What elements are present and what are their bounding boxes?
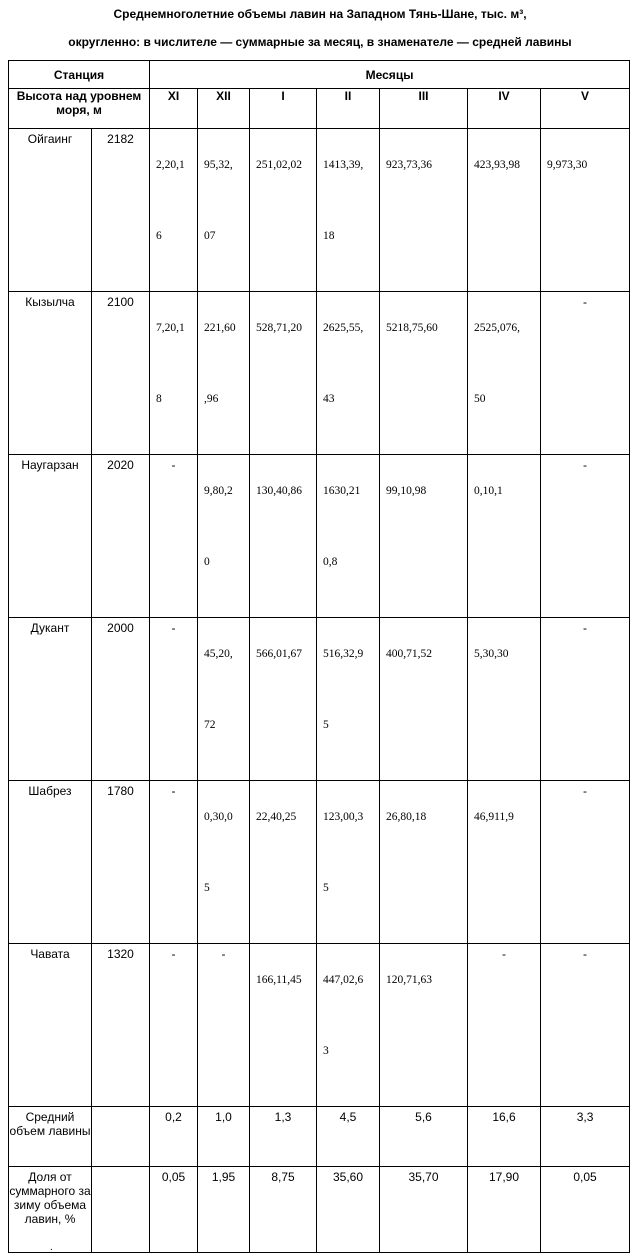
denominator-value: 3 (323, 1045, 329, 1057)
volume-cell (468, 455, 541, 618)
volume-cell (380, 292, 468, 455)
numerator-value: 95,32, (204, 159, 233, 171)
average-volume-row-value: 1,0 (198, 1107, 250, 1167)
average-volume-row-value: 16,6 (468, 1107, 541, 1167)
numerator-value: 566,01,67 (256, 648, 303, 660)
table-row (9, 618, 630, 781)
denominator-value: 0 (204, 556, 210, 568)
numerator-value: 120,71,63 (386, 974, 433, 986)
denominator-value: 18 (323, 230, 335, 242)
denominator-value: 07 (204, 230, 216, 242)
share-row-value: 1,95 (198, 1167, 250, 1253)
volume-cell (317, 618, 380, 781)
volume-cell (198, 292, 250, 455)
denominator-value: 43 (323, 393, 335, 405)
volume-cell (317, 944, 380, 1107)
numerator-value: 7,20,1 (156, 322, 185, 334)
numerator-value: 423,93,98 (474, 159, 521, 171)
table-title-line-1: Среднемноголетние объемы лавин на Западном Тянь-Шане, тыс. м³, (113, 7, 527, 21)
share-row-value: 17,90 (468, 1167, 541, 1253)
numerator-value: 9,973,30 (547, 159, 588, 171)
volume-cell (250, 618, 317, 781)
volume-cell (380, 618, 468, 781)
month-header: II (317, 89, 380, 129)
average-volume-row-value: 0,2 (150, 1107, 198, 1167)
table-row (9, 292, 630, 455)
share-row-value: 0,05 (541, 1167, 630, 1253)
denominator-value: 5 (204, 882, 210, 894)
volume-cell (250, 292, 317, 455)
altitude-header: Высота над уровнем моря, м (9, 89, 150, 129)
numerator-value: 0,10,1 (474, 485, 503, 497)
volume-cell (317, 129, 380, 292)
volume-cell (380, 455, 468, 618)
numerator-value: 447,02,6 (323, 974, 364, 986)
share-row-value: 35,70 (380, 1167, 468, 1253)
month-header: XII (198, 89, 250, 129)
station-name: Наугарзан (9, 455, 92, 618)
numerator-value: 123,00,3 (323, 811, 364, 823)
table-row (9, 781, 630, 944)
station-altitude: 1780 (92, 781, 150, 944)
month-header: V (541, 89, 630, 129)
average-volume-row-value: 4,5 (317, 1107, 380, 1167)
numerator-value: 9,80,2 (204, 485, 233, 497)
numerator-value: 99,10,98 (386, 485, 427, 497)
denominator-value: 72 (204, 719, 216, 731)
numerator-value: 5,30,30 (474, 648, 509, 660)
volume-cell (541, 129, 630, 292)
share-row-value: 35,60 (317, 1167, 380, 1253)
station-altitude: 1320 (92, 944, 150, 1107)
numerator-value: 22,40,25 (256, 811, 297, 823)
avalanche-volume-table (8, 60, 630, 1253)
average-volume-row-value: 5,6 (380, 1107, 468, 1167)
numerator-value: 1413,39, (323, 159, 364, 171)
average-volume-row-value: 3,3 (541, 1107, 630, 1167)
average-volume-row-value: 1,3 (250, 1107, 317, 1167)
volume-cell (468, 129, 541, 292)
volume-cell (198, 455, 250, 618)
station-header: Станция (9, 61, 150, 89)
average-volume-row (9, 1107, 630, 1167)
volume-cell (468, 781, 541, 944)
numerator-value: 1630,21 (323, 485, 361, 497)
volume-cell: - (541, 618, 630, 781)
share-row (9, 1167, 630, 1253)
numerator-value: 2525,076, (474, 322, 521, 334)
share-row-label: Доля от суммарного за зиму объема лавин, % (9, 1167, 92, 1253)
volume-cell (380, 129, 468, 292)
station-name: Кызылча (9, 292, 92, 455)
empty-cell (92, 1167, 150, 1253)
station-altitude: 2100 (92, 292, 150, 455)
volume-cell: - (541, 455, 630, 618)
numerator-value: 400,71,52 (386, 648, 433, 660)
numerator-value: 5218,75,60 (386, 322, 438, 334)
denominator-value: 50 (474, 393, 486, 405)
month-header: I (250, 89, 317, 129)
denominator-value: ,96 (204, 393, 219, 405)
table-row (9, 455, 630, 618)
station-name: Чавата (9, 944, 92, 1107)
table-row (9, 944, 630, 1107)
volume-cell: - (150, 781, 198, 944)
denominator-value: 8 (156, 393, 162, 405)
station-name: Ойгаинг (9, 129, 92, 292)
volume-cell (198, 781, 250, 944)
table-row (9, 129, 630, 292)
empty-cell (92, 1107, 150, 1167)
volume-cell: - (541, 292, 630, 455)
station-altitude: 2000 (92, 618, 150, 781)
month-header: III (380, 89, 468, 129)
volume-cell: - (468, 944, 541, 1107)
volume-cell (380, 944, 468, 1107)
volume-cell (468, 618, 541, 781)
numerator-value: 251,02,02 (256, 159, 303, 171)
volume-cell: - (150, 618, 198, 781)
station-altitude: 2182 (92, 129, 150, 292)
month-header: XI (150, 89, 198, 129)
average-volume-row-label: Средний объем лавины (9, 1107, 92, 1167)
volume-cell: - (198, 944, 250, 1107)
station-name: Шабрез (9, 781, 92, 944)
numerator-value: 516,32,9 (323, 648, 364, 660)
volume-cell: - (541, 944, 630, 1107)
numerator-value: 0,30,0 (204, 811, 233, 823)
numerator-value: 26,80,18 (386, 811, 427, 823)
volume-cell (468, 292, 541, 455)
volume-cell (198, 618, 250, 781)
volume-cell: - (150, 944, 198, 1107)
volume-cell (250, 781, 317, 944)
months-header: Месяцы (150, 61, 630, 89)
numerator-value: 130,40,86 (256, 485, 303, 497)
denominator-value: 5 (323, 719, 329, 731)
volume-cell (198, 129, 250, 292)
month-header: IV (468, 89, 541, 129)
volume-cell (250, 129, 317, 292)
numerator-value: 923,73,36 (386, 159, 433, 171)
volume-cell (150, 292, 198, 455)
numerator-value: 2625,55, (323, 322, 364, 334)
numerator-value: 166,11,45 (256, 974, 302, 986)
volume-cell (250, 944, 317, 1107)
denominator-value: 6 (156, 230, 162, 242)
volume-cell (150, 129, 198, 292)
numerator-value: 45,20, (204, 648, 233, 660)
table-title-line-2: округленно: в числителе — суммарные за месяц, в знаменателе — средней лавины (68, 35, 572, 49)
footer-text: . (50, 1242, 53, 1253)
share-row-value: 0,05 (150, 1167, 198, 1253)
volume-cell (380, 781, 468, 944)
numerator-value: 46,911,9 (474, 811, 514, 823)
volume-cell (317, 455, 380, 618)
numerator-value: 2,20,1 (156, 159, 185, 171)
volume-cell (250, 455, 317, 618)
share-row-value: 8,75 (250, 1167, 317, 1253)
denominator-value: 0,8 (323, 556, 338, 568)
volume-cell (317, 292, 380, 455)
numerator-value: 528,71,20 (256, 322, 303, 334)
station-altitude: 2020 (92, 455, 150, 618)
volume-cell: - (150, 455, 198, 618)
denominator-value: 5 (323, 882, 329, 894)
numerator-value: 221,60 (204, 322, 236, 334)
volume-cell: - (541, 781, 630, 944)
station-name: Дукант (9, 618, 92, 781)
volume-cell (317, 781, 380, 944)
